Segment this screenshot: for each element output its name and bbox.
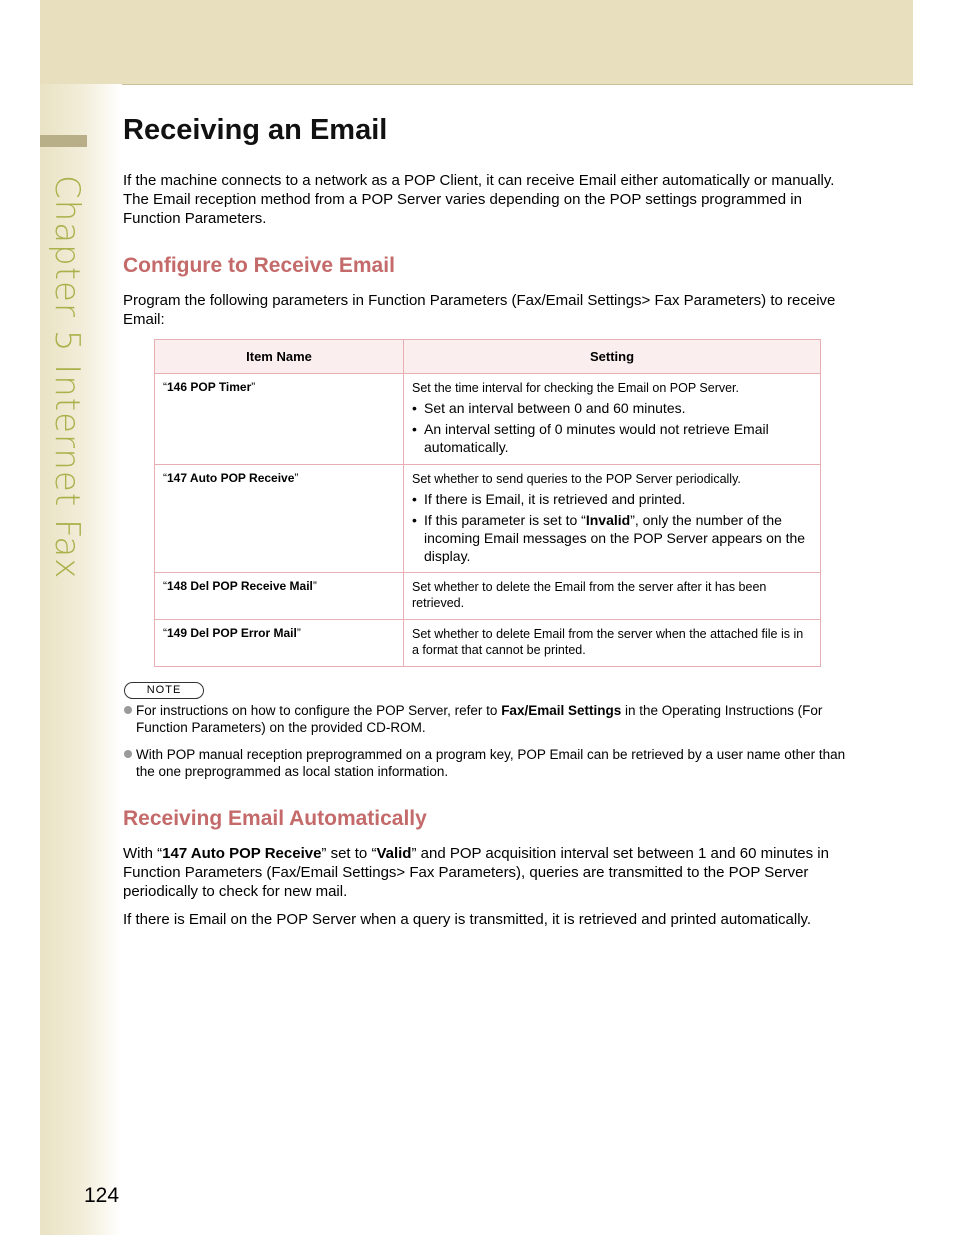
bullet-text: ”, only the number of the incoming Email messages on the POP Server appears on the display.: [424, 512, 806, 564]
setting-bullet: • An interval setting of 0 minutes would not retrieve Email automatically.: [412, 420, 812, 456]
page-title: Receiving an Email: [123, 114, 388, 146]
chapter-label-text: Chapter 5 Internet Fax: [47, 175, 87, 580]
table-cell-setting: [404, 573, 821, 620]
setting-desc: Set whether to send queries to the POP Server periodically.: [412, 472, 741, 486]
chapter-label: [47, 175, 87, 580]
table-cell-item: “149 Del POP Error Mail”: [155, 620, 404, 667]
para-bold: 147 Auto POP Receive: [162, 845, 322, 862]
table-cell-item: “148 Del POP Receive Mail”: [155, 573, 404, 620]
bullet-bold: Invalid: [585, 512, 631, 528]
note-item: [124, 746, 866, 780]
para-text: With “: [123, 845, 163, 862]
table-row: [155, 374, 821, 465]
intro-paragraph: If the machine connects to a network as a POP Client, it can receive Email either automatically or manually. The Email reception method from a POP Server varies depending on the POP settings programmed in Function Parameters.: [123, 172, 835, 227]
table-cell-setting: [404, 620, 821, 667]
section-heading-configure: Configure to Receive Email: [123, 254, 395, 277]
table-header-row: [155, 340, 821, 374]
para-bold: Valid: [376, 845, 412, 862]
setting-desc: Set whether to delete the Email from the server after it has been retrieved.: [412, 580, 767, 610]
bullet-dot-icon: [124, 750, 132, 758]
header-band: [40, 0, 913, 85]
table-row: [155, 465, 821, 573]
setting-bullet: • If there is Email, it is retrieved and printed.: [412, 490, 812, 508]
table-cell-item: “146 POP Timer”: [155, 374, 404, 465]
chapter-tab: [40, 135, 87, 147]
bullet-text: If this parameter is set to “: [424, 512, 586, 528]
note-text: in the Operating Instructions (For Function Parameters) on the provided CD-ROM.: [136, 703, 823, 735]
note-text: With POP manual reception preprogrammed on a program key, POP Email can be retrieved by a user name other than the one preprogrammed as local station information.: [136, 747, 846, 779]
table-header-setting: Setting: [404, 340, 821, 374]
table-row: [155, 620, 821, 667]
automatic-paragraph-1: [123, 844, 853, 901]
configure-paragraph: Program the following parameters in Function Parameters (Fax/Email Settings> Fax Parameters) to receive Email:: [123, 292, 836, 328]
item-name: 149 Del POP Error Mail: [167, 626, 297, 640]
bullet-dot-icon: [124, 706, 132, 714]
setting-desc: Set whether to delete Email from the server when the attached file is in a format that cannot be printed.: [412, 627, 804, 657]
table-header-item: Item Name: [155, 340, 404, 374]
table-cell-setting: [404, 465, 821, 573]
page-number: 124: [84, 1184, 120, 1207]
note-item: [124, 702, 866, 736]
item-name: 148 Del POP Receive Mail: [167, 579, 313, 593]
setting-bullet: • Set an interval between 0 and 60 minutes.: [412, 399, 812, 417]
note-badge: NOTE: [124, 682, 204, 699]
para-text: ” set to “: [321, 845, 377, 862]
table-row: [155, 573, 821, 620]
section-heading-automatic: Receiving Email Automatically: [123, 807, 427, 830]
note-bold: Fax/Email Settings: [501, 703, 622, 718]
item-name: 146 POP Timer: [167, 380, 252, 394]
item-name: 147 Auto POP Receive: [167, 471, 295, 485]
parameters-table: [154, 339, 821, 667]
setting-bullet: [412, 511, 812, 565]
table-cell-item: “147 Auto POP Receive”: [155, 465, 404, 573]
para-text: ” and POP acquisition interval set between 1 and 60 minutes in Function Parameters (Fax/Email Settings> Fax Parameters), queries are transmitted to the POP Server periodically to check for new mail.: [123, 845, 829, 900]
automatic-paragraph-2: If there is Email on the POP Server when a query is transmitted, it is retrieved and printed automatically.: [123, 911, 812, 928]
note-text: For instructions on how to configure the POP Server, refer to: [136, 703, 502, 718]
table-cell-setting: [404, 374, 821, 465]
setting-desc: Set the time interval for checking the Email on POP Server.: [412, 381, 740, 395]
